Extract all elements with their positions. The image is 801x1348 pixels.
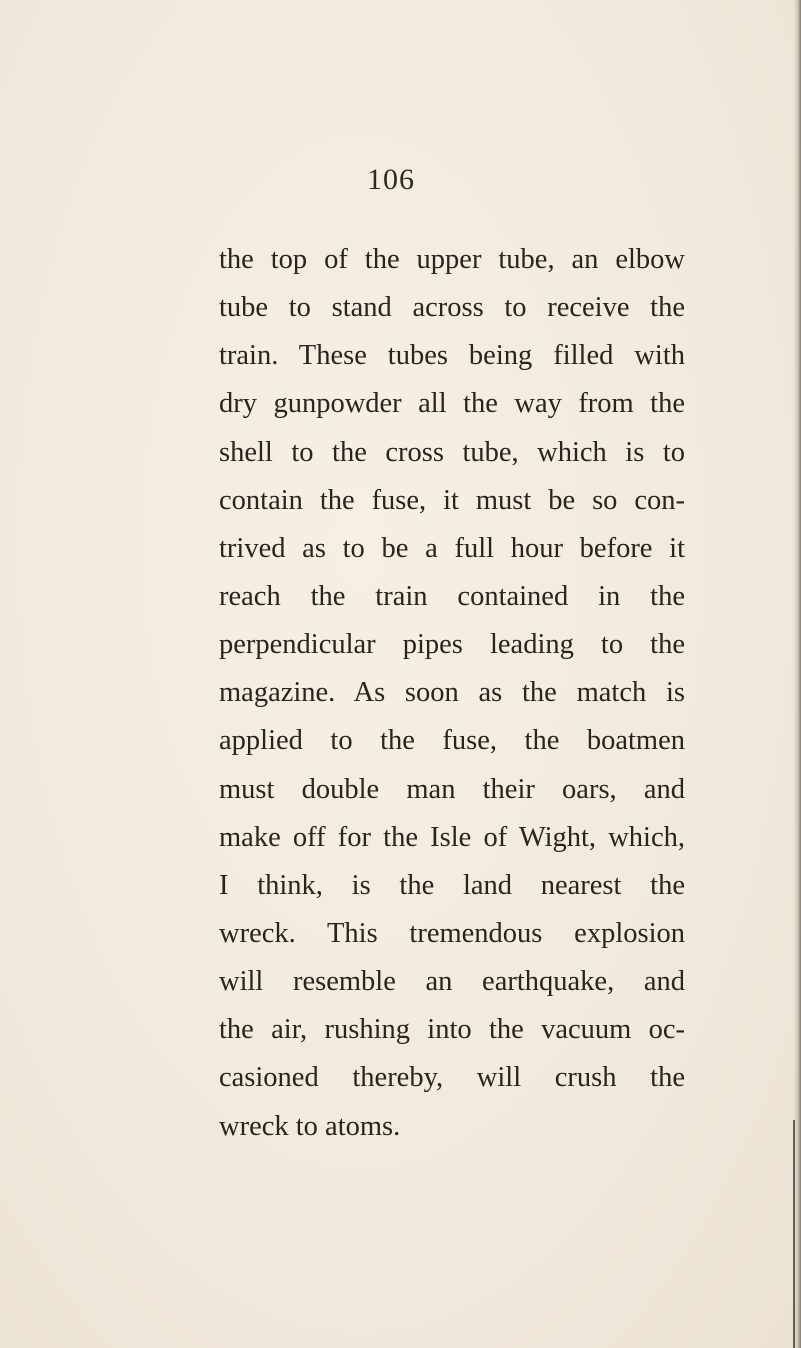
text-line: perpendicular pipes leading to the bbox=[219, 629, 685, 661]
page-edge-line bbox=[793, 1120, 795, 1348]
text-line: shell to the cross tube, which is to bbox=[219, 436, 685, 468]
text-line: trived as to be a full hour before it bbox=[219, 532, 685, 564]
text-line: wreck to atoms. bbox=[219, 1110, 401, 1142]
text-line: must double man their oars, and bbox=[219, 773, 685, 805]
text-line: dry gunpowder all the way from the bbox=[219, 388, 685, 420]
text-line: will resemble an earthquake, and bbox=[219, 966, 685, 998]
body-text bbox=[219, 236, 685, 1151]
text-line: wreck. This tremendous explosion bbox=[219, 917, 685, 949]
page-number: 106 bbox=[367, 163, 415, 196]
text-line: train. These tubes being filled with bbox=[219, 340, 685, 372]
text-line: reach the train contained in the bbox=[219, 580, 685, 612]
text-line: make off for the Isle of Wight, which, bbox=[219, 821, 685, 853]
text-line: magazine. As soon as the match is bbox=[219, 677, 685, 709]
text-line: contain the fuse, it must be so con- bbox=[219, 484, 685, 516]
text-line: tube to stand across to receive the bbox=[219, 292, 685, 324]
text-line: the air, rushing into the vacuum oc- bbox=[219, 1014, 685, 1046]
text-line: applied to the fuse, the boatmen bbox=[219, 725, 685, 757]
text-line: I think, is the land nearest the bbox=[219, 869, 685, 901]
text-line: casioned thereby, will crush the bbox=[219, 1062, 685, 1094]
text-line: the top of the upper tube, an elbow bbox=[219, 244, 685, 275]
